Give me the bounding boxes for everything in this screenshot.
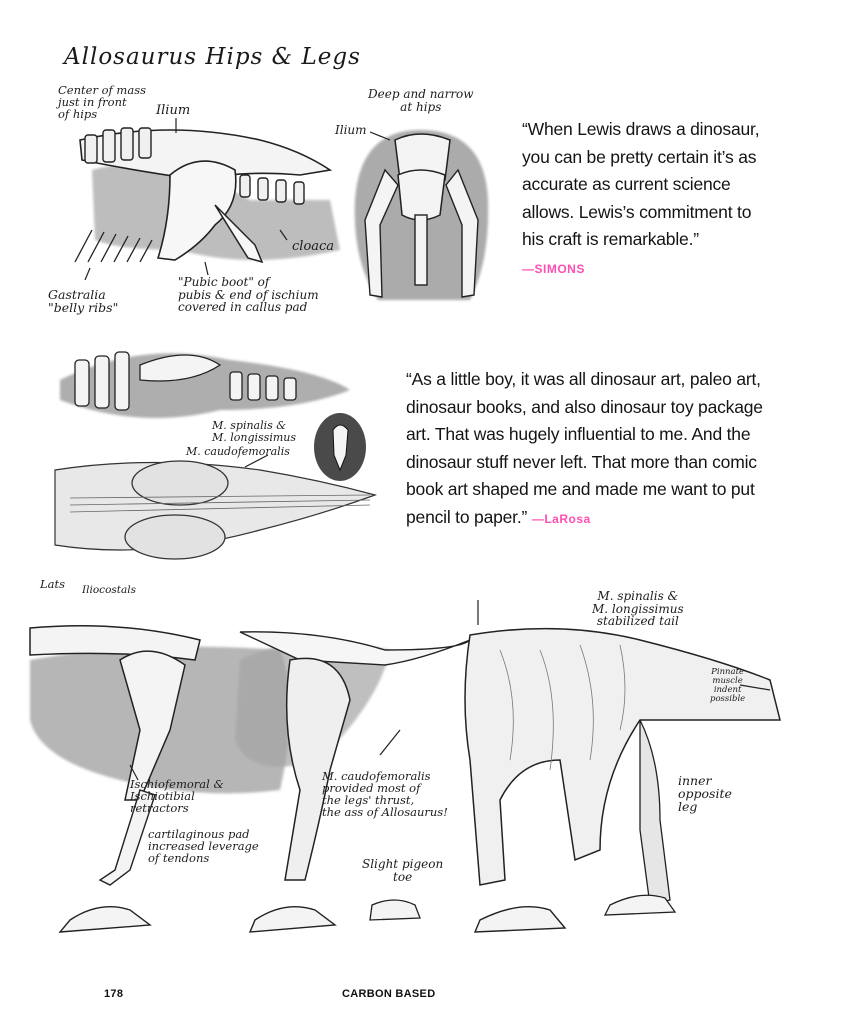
label-m-caudofemoralis: M. caudofemoralis: [186, 445, 290, 458]
quote-larosa-text: “As a little boy, it was all dinosaur art, paleo art, dinosaur books, and also dinosaur toy package art. That was hugely influential to me. And the dinosaur stuff never left. That more than comic book art shaped me and made me want to put pencil to paper.”: [406, 369, 763, 527]
label-ischiofemoral: Ischiofemoral & Ischiotibial retractors: [130, 777, 224, 816]
quote-simons: [522, 116, 762, 283]
label-pubic-boot: "Pubic boot" of pubis & end of ischium covered in callus pad: [178, 275, 319, 315]
label-cartilaginous-pad: cartilaginous pad increased leverage of tendons: [148, 827, 259, 866]
label-ilium-top: Ilium: [156, 103, 191, 118]
label-lats: Lats: [40, 577, 66, 591]
label-ilium-front: Ilium: [335, 123, 367, 137]
hips-front-view: [355, 130, 488, 300]
label-cloaca: cloaca: [292, 239, 335, 254]
book-title: CARBON BASED: [342, 988, 436, 1000]
label-m-spinalis-tail: M. spinalis & M. longissimus stabilized tail: [592, 589, 684, 629]
label-gastralia: Gastralia "belly ribs": [48, 287, 119, 316]
label-m-spinalis: M. spinalis & M. longissimus: [212, 419, 297, 444]
label-iliocostals: Iliocostals: [82, 585, 137, 595]
label-pigeon-toe: Slight pigeon toe: [362, 857, 444, 884]
label-center-of-mass: Center of mass just in front of hips: [58, 83, 146, 122]
quote-larosa: [406, 366, 766, 533]
label-pinnate-muscle: Pinnate muscle indent possible: [710, 667, 746, 704]
label-caudofemoralis-thrust: M. caudofemoralis provided most of the legs' thrust, the ass of Allosaurus!: [322, 769, 448, 820]
page-number: 178: [104, 988, 124, 1000]
label-deep-narrow: Deep and narrow at hips: [368, 87, 474, 114]
quote-simons-text: “When Lewis draws a dinosaur, you can be pretty certain it’s as accurate as current science allows. Lewis’s commitment to his craft is remarkable.”: [522, 119, 760, 249]
top-view-spine: [60, 352, 366, 481]
label-inner-leg: inner opposite leg: [678, 773, 732, 815]
quote-larosa-attribution: —LaRosa: [531, 511, 591, 526]
sketch-title: Allosaurus Hips & Legs: [64, 44, 361, 70]
quote-simons-attribution: —SIMONS: [522, 261, 585, 276]
